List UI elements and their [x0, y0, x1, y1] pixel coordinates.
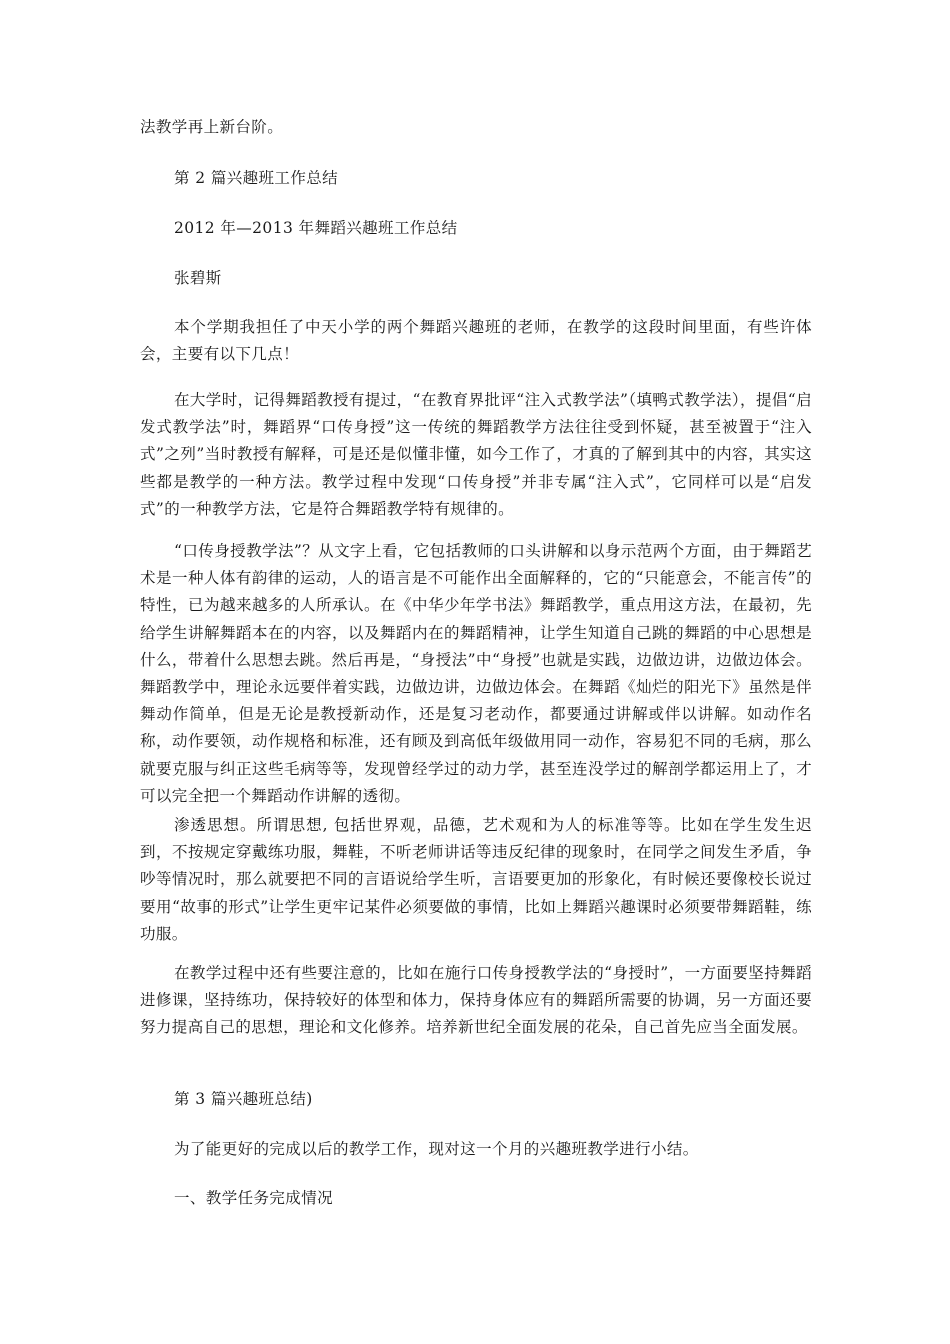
paragraph-ideology: 渗透思想。所谓思想, 包括世界观，品德，艺术观和为人的标准等等。比如在学生发生迟到，不按规定穿戴练功服，舞鞋，不听老师讲话等违反纪律的现象时，在同学之间发生矛盾，争吵等情况时，那么就要把不同的言语说给学生听，言语要更加的形象化，有时候还要像校长说过要用“故事的形式”让学生更牢记某件必须要做的事情，比如上舞蹈兴趣课时必须要带舞蹈鞋，练功服。 — [140, 816, 812, 943]
section-3-title: 第 3 篇兴趣班总结) — [174, 1090, 313, 1108]
section-2-title: 第 2 篇兴趣班工作总结 — [174, 169, 339, 187]
paragraph-oral-body-teaching: “口传身授教学法”？从文字上看，它包括教师的口头讲解和以身示范两个方面，由于舞蹈艺术是一种人体有韵律的运动，人的语言是不可能作出全面解释的，它的“只能意会，不能言传”的特性，已为越来越多的人所承认。在《中华少年学书法》舞蹈教学，重点用这方法，在最初，先给学生讲解舞蹈本在的内容，以及舞蹈内在的舞蹈精神，让学生知道自己跳的舞蹈的中心思想是什么，带着什么思想去跳。然后再是，“身授法”中“身授”也就是实践，边做边讲，边做边体会。舞蹈教学中，理论永远要伴着实践，边做边讲，边做边体会。在舞蹈《灿烂的阳光下》虽然是伴舞动作简单，但是无论是教授新动作，还是复习老动作，都要通过讲解或伴以讲解。如动作名称，动作要领，动作规格和标准，还有顾及到高低年级做用同一动作，容易犯不同的毛病，那么就要克服与纠正这些毛病等等，发现曾经学过的动力学，甚至连没学过的解剖学都运用上了，才可以完全把一个舞蹈动作讲解的透彻。 — [140, 542, 812, 805]
paragraph-teaching-method: 在大学时，记得舞蹈教授有提过，“在教育界批评“注入式教学法”（填鸭式教学法），提倡“启发式教学法”时，舞蹈界“口传身授”这一传统的舞蹈教学方法往往受到怀疑，甚至被置于“注入式”之列”当时教授有解释，可是还是似懂非懂，如今工作了，才真的了解到其中的内容，其实这些都是教学的一种方法。教学过程中发现“口传身授”并非专属“注入式”，它同样可以是“启发式”的一种教学方法，它是符合舞蹈教学特有规律的。 — [140, 391, 812, 518]
section-2-subtitle: 2012 年—2013 年舞蹈兴趣班工作总结 — [174, 219, 458, 237]
list-heading-1: 一、教学任务完成情况 — [174, 1189, 334, 1207]
author-name: 张碧斯 — [174, 269, 222, 287]
paragraph-fragment: 法教学再上新台阶。 — [140, 118, 284, 136]
paragraph-summary-intro: 为了能更好的完成以后的教学工作，现对这一个月的兴趣班教学进行小结。 — [174, 1140, 699, 1158]
paragraph-attention: 在教学过程中还有些要注意的，比如在施行口传身授教学法的“身授时”，一方面要坚持舞蹈进修课，坚持练功，保持较好的体型和体力，保持身体应有的舞蹈所需要的协调，另一方面还要努力提高自己的思想，理论和文化修养。培养新世纪全面发展的花朵，自己首先应当全面发展。 — [140, 964, 812, 1037]
paragraph-intro: 本个学期我担任了中天小学的两个舞蹈兴趣班的老师，在教学的这段时间里面，有些许体会，主要有以下几点！ — [140, 318, 812, 364]
